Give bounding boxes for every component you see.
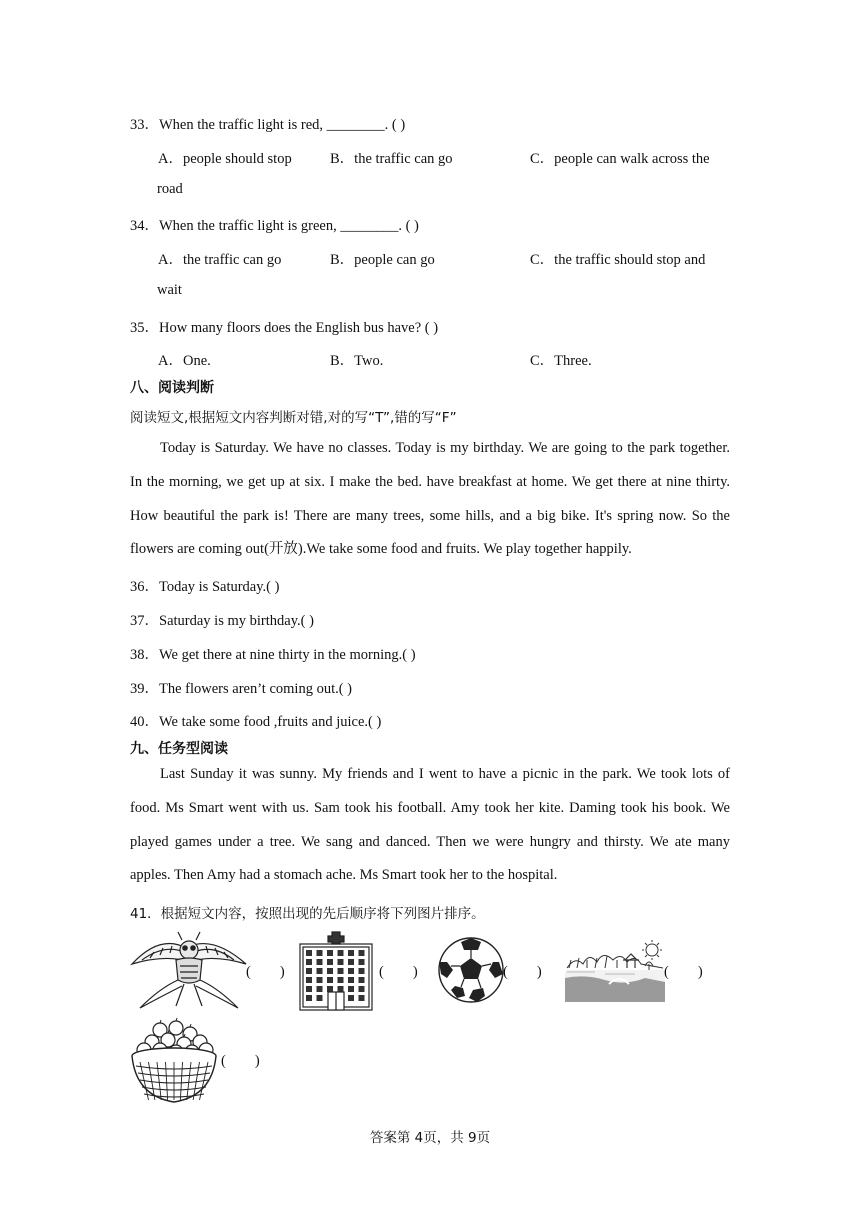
question-40: 40．We take some food ,fruits and juice.( ) — [130, 714, 382, 730]
question-37: 37．Saturday is my birthday.( ) — [130, 613, 314, 629]
q34-option-b: B．people can go — [330, 252, 435, 268]
section-9-passage — [130, 758, 730, 893]
park-icon — [565, 938, 665, 1002]
section-9-heading: 九、任务型阅读 — [130, 741, 228, 757]
football-blank: ( ) — [503, 964, 542, 980]
section-8-instruction: 阅读短文,根据短文内容判断对错,对的写“T”,错的写“F” — [130, 410, 457, 426]
page-footer: 答案第 4页，共 9页 — [369, 1130, 491, 1146]
question-34: 34．When the traffic light is green, ________. ( ) — [130, 218, 419, 234]
q33-option-a: A．people should stop — [158, 151, 292, 167]
park-blank: ( ) — [664, 964, 703, 980]
apple-basket-blank: ( ) — [221, 1053, 260, 1069]
kite-blank: ( ) — [246, 964, 285, 980]
hospital-blank: ( ) — [379, 964, 418, 980]
section-8-passage-text: Today is Saturday. We have no classes. Today is my birthday. We are going to the park together. In the morning, we get up at six. I make the bed. have breakfast at home. We get there at nine thirty. How beautiful the park is! There are many trees, some hills, and a big bike. It's spring now. So the flowers are coming out(开放).We take some food and fruits. We play together happily. — [130, 440, 730, 558]
question-38: 38．We get there at nine thirty in the morning.( ) — [130, 647, 416, 663]
q33-option-c-wrap: road — [157, 181, 183, 197]
kite-icon — [130, 928, 248, 1014]
question-39: 39．The flowers aren’t coming out.( ) — [130, 681, 353, 697]
hospital-icon — [296, 930, 376, 1012]
q34-option-c-wrap: wait — [157, 282, 182, 298]
question-36: 36．Today is Saturday.( ) — [130, 579, 280, 595]
question-35: 35．How many floors does the English bus have? ( ) — [130, 320, 439, 336]
question-41: 41．根据短文内容，按照出现的先后顺序将下列图片排序。 — [130, 906, 485, 922]
q34-option-a: A．the traffic can go — [158, 252, 282, 268]
q35-option-a: A．One. — [158, 353, 211, 369]
q34-option-c: C．the traffic should stop and — [530, 252, 706, 268]
football-icon — [437, 936, 505, 1004]
section-9-passage-text: Last Sunday it was sunny. My friends and I went to have a picnic in the park. We took lots of food. Ms Smart went with us. Sam took his football. Amy took her kite. Daming took his book. We played games under a tree. We sang and danced. Then we were hungry and thirsty. We ate many apples. Then Amy had a stomach ache. Ms Smart took her to the hospital. — [130, 766, 730, 884]
section-8-passage — [130, 432, 730, 567]
q33-option-c: C．people can walk across the — [530, 151, 710, 167]
section-8-heading: 八、阅读判断 — [130, 380, 214, 396]
q33-option-b: B．the traffic can go — [330, 151, 453, 167]
q35-option-c: C．Three. — [530, 353, 592, 369]
q35-option-b: B．Two. — [330, 353, 384, 369]
apple-basket-icon — [130, 1020, 218, 1104]
question-33: 33．When the traffic light is red, ________. ( ) — [130, 117, 406, 133]
